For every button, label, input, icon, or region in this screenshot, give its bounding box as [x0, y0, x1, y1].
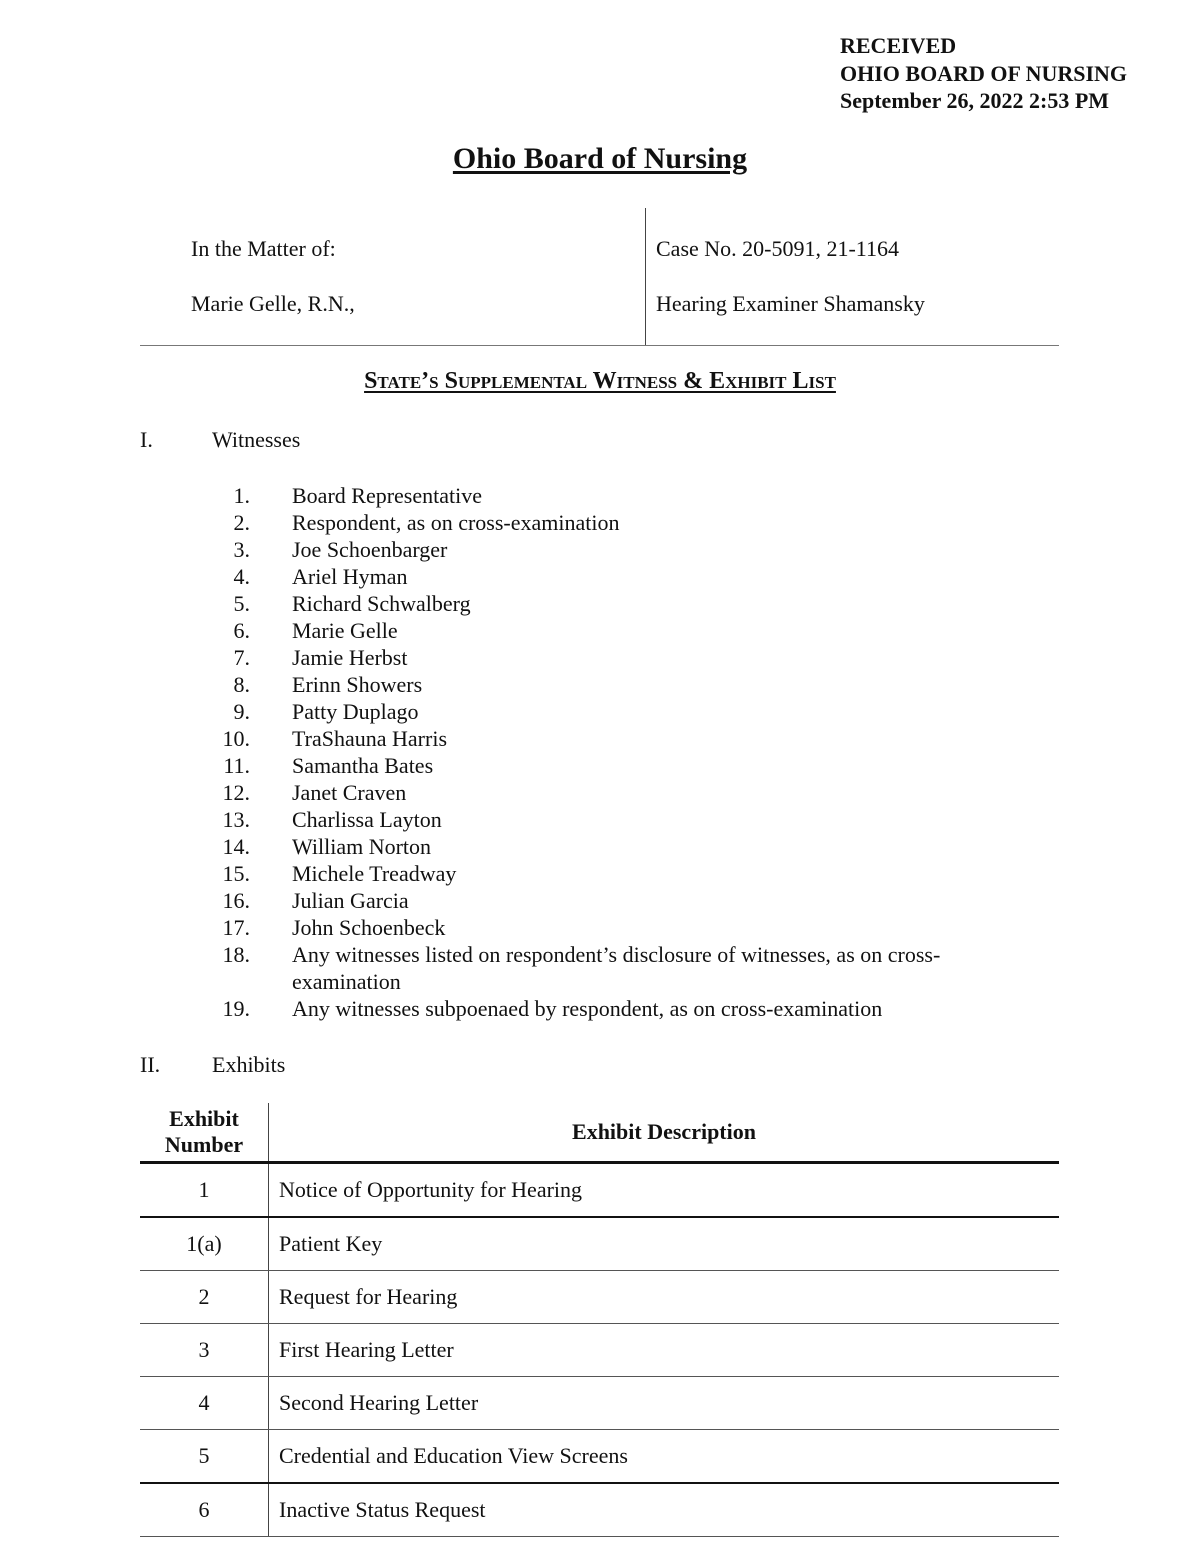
exhibit-description: Second Hearing Letter: [269, 1377, 1060, 1430]
stamp-agency: OHIO BOARD OF NURSING: [840, 60, 1128, 86]
table-row: [140, 1324, 1059, 1377]
caption-divider: [645, 208, 646, 345]
table-row: [140, 1217, 1059, 1271]
item-number: 2.: [233, 510, 250, 535]
section-label: Exhibits: [212, 1052, 286, 1077]
exhibit-description: Credential and Education View Screens: [269, 1430, 1060, 1484]
exhibit-description: Inactive Status Request: [269, 1483, 1060, 1537]
exhibit-number: 6: [140, 1483, 269, 1537]
case-caption: [140, 208, 1059, 346]
item-number: 12.: [222, 780, 250, 805]
item-number: 15.: [222, 861, 250, 886]
received-stamp: [840, 32, 1127, 115]
list-item: [200, 617, 1020, 644]
list-item: [200, 887, 1020, 914]
item-number: 6.: [233, 618, 250, 643]
witness-name: Any witnesses subpoenaed by respondent, as on cross-examination: [292, 996, 883, 1021]
list-item: [200, 833, 1020, 860]
table-row: [140, 1271, 1059, 1324]
witness-name: Julian Garcia: [292, 888, 409, 913]
table-row: [140, 1163, 1059, 1218]
item-number: 10.: [222, 726, 250, 751]
case-number: Case No. 20-5091, 21-1164: [656, 236, 899, 261]
section-number: II.: [140, 1052, 161, 1077]
list-item: [200, 536, 1020, 563]
exhibit-number: 4: [140, 1377, 269, 1430]
list-item: [200, 671, 1020, 698]
list-item: [200, 806, 1020, 833]
item-number: 8.: [233, 672, 250, 697]
witness-name: Jamie Herbst: [292, 645, 408, 670]
table-row: [140, 1483, 1059, 1537]
exhibit-description: First Hearing Letter: [269, 1324, 1060, 1377]
witness-name: Erinn Showers: [292, 672, 423, 697]
list-item: [200, 725, 1020, 752]
list-item: [200, 779, 1020, 806]
table-row: [140, 1377, 1059, 1430]
item-number: 1.: [233, 483, 250, 508]
header-exhibit-description: Exhibit Description: [269, 1103, 1060, 1163]
item-number: 16.: [222, 888, 250, 913]
item-number: 9.: [233, 699, 250, 724]
witness-name: TraShauna Harris: [292, 726, 447, 751]
exhibit-number: 5: [140, 1430, 269, 1484]
item-number: 3.: [233, 537, 250, 562]
list-item: [200, 752, 1020, 779]
section-number: I.: [140, 427, 153, 452]
hearing-examiner: Hearing Examiner Shamansky: [656, 291, 925, 316]
stamp-received: RECEIVED: [840, 33, 957, 58]
witness-name: Charlissa Layton: [292, 807, 442, 832]
witness-name: Ariel Hyman: [292, 564, 408, 589]
witness-name: Michele Treadway: [292, 861, 457, 886]
exhibit-description: Notice of Opportunity for Hearing: [269, 1163, 1060, 1218]
exhibit-number: 1: [140, 1163, 269, 1218]
item-number: 19.: [222, 996, 250, 1021]
witness-name: John Schoenbeck: [292, 915, 446, 940]
witness-name: Richard Schwalberg: [292, 591, 471, 616]
witness-name: Board Representative: [292, 483, 482, 508]
table-row: [140, 1430, 1059, 1484]
witness-name: Patty Duplago: [292, 699, 419, 724]
list-item: [200, 482, 1020, 509]
respondent-name: Marie Gelle, R.N.,: [191, 291, 355, 316]
list-item: [200, 563, 1020, 590]
witness-name: Marie Gelle: [292, 618, 398, 643]
list-item: [200, 860, 1020, 887]
list-item: [200, 914, 1020, 941]
witness-name: Any witnesses listed on respondent’s disclosure of witnesses, as on cross-examination: [292, 942, 941, 994]
exhibit-number: 3: [140, 1324, 269, 1377]
list-item: [200, 509, 1020, 536]
exhibit-description: Request for Hearing: [269, 1271, 1060, 1324]
list-item: [200, 698, 1020, 725]
item-number: 17.: [222, 915, 250, 940]
list-item: [200, 644, 1020, 671]
document-title: Ohio Board of Nursing: [452, 142, 748, 175]
list-item: [200, 590, 1020, 617]
matter-label: In the Matter of:: [191, 236, 336, 261]
list-title: State’s Supplemental Witness & Exhibit List: [364, 368, 836, 394]
item-number: 18.: [222, 942, 250, 967]
list-item: [200, 941, 1020, 995]
item-number: 13.: [222, 807, 250, 832]
exhibit-number: 1(a): [140, 1217, 269, 1271]
exhibit-number: 2: [140, 1271, 269, 1324]
witness-name: Samantha Bates: [292, 753, 434, 778]
witness-name: Respondent, as on cross-examination: [292, 510, 620, 535]
exhibit-description: Patient Key: [269, 1217, 1060, 1271]
item-number: 5.: [233, 591, 250, 616]
item-number: 14.: [222, 834, 250, 859]
witness-name: Janet Craven: [292, 780, 407, 805]
list-item: [200, 995, 1020, 1022]
witness-name: William Norton: [292, 834, 432, 859]
table-header-row: [140, 1103, 1059, 1163]
exhibit-table: [140, 1103, 1059, 1537]
witness-list: [200, 482, 1020, 1022]
witness-name: Joe Schoenbarger: [292, 537, 448, 562]
item-number: 4.: [233, 564, 250, 589]
header-exhibit-number: Exhibit Number: [140, 1103, 269, 1163]
item-number: 7.: [233, 645, 250, 670]
item-number: 11.: [223, 753, 250, 778]
section-label: Witnesses: [212, 427, 301, 452]
stamp-timestamp: September 26, 2022 2:53 PM: [840, 88, 1110, 113]
